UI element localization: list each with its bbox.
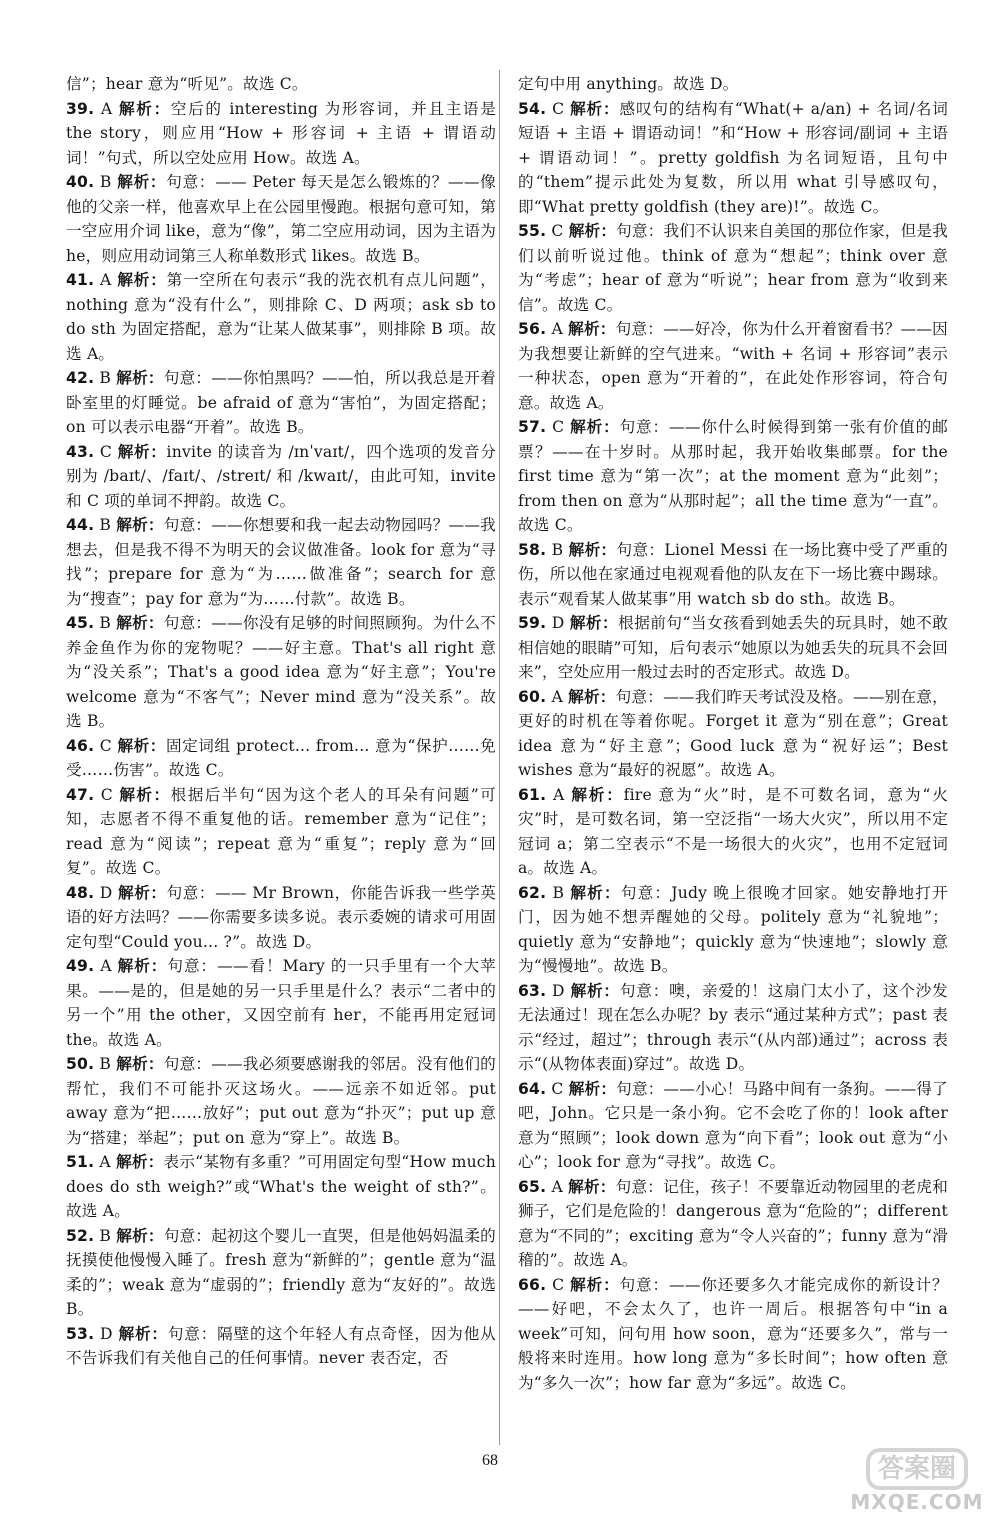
question-number: 53. xyxy=(66,1324,95,1343)
answer-entry xyxy=(518,685,948,783)
analysis-label: 解析： xyxy=(571,785,624,804)
analysis-label: 解析： xyxy=(116,1055,164,1073)
question-number: 47. xyxy=(66,785,95,804)
answer-entry xyxy=(66,954,496,1052)
analysis-label: 解析： xyxy=(118,883,167,902)
answer-letter: D xyxy=(99,883,113,902)
analysis-label: 解析： xyxy=(570,883,621,902)
analysis-label: 解析： xyxy=(119,99,171,118)
question-number: 39. xyxy=(66,99,95,118)
question-number: 51. xyxy=(66,1153,95,1171)
analysis-label: 解析： xyxy=(117,173,167,191)
answer-entry xyxy=(518,1077,948,1175)
answer-letter: A xyxy=(100,271,112,289)
answer-letter: C xyxy=(551,222,564,240)
answer-letter: A xyxy=(551,320,563,338)
question-number: 64. xyxy=(518,1079,547,1098)
explanation-text: 句意：Judy 晚上很晚才回家。她安静地打开门，因为她不想弄醒她的父母。politely 意为“礼貌地”；quietly 意为“安静地”；quickly 意为“快速地”；slowly 意为“慢慢地”。故选 B。 xyxy=(518,883,948,975)
question-number: 66. xyxy=(518,1275,547,1294)
question-number: 60. xyxy=(518,687,547,706)
analysis-label: 解析： xyxy=(117,442,167,461)
column-divider xyxy=(499,70,500,1445)
watermark-url: MXQE.COM xyxy=(850,1490,984,1514)
explanation-text: 句意：——我必须要感谢我的邻居。没有他们的帮忙，我们不可能扑灭这场火。——远亲不如近邻。put away 意为“把……放好”；put out 意为“扑灭”；put up 意为“搭建；举起”；put on 意为“穿上”。故选 B。 xyxy=(66,1055,496,1147)
question-number: 62. xyxy=(518,883,547,902)
question-number: 42. xyxy=(66,369,95,387)
analysis-label: 解析： xyxy=(116,614,164,632)
analysis-label: 解析： xyxy=(116,516,164,534)
answer-letter: B xyxy=(99,614,112,632)
explanation-text: 固定词组 protect... from... 意为“保护……免受……伤害”。故选 C。 xyxy=(66,736,496,779)
answer-letter: C xyxy=(99,442,113,461)
answer-entry xyxy=(66,440,496,514)
analysis-label: 解析： xyxy=(568,540,617,559)
answer-entry xyxy=(66,1224,496,1322)
answer-letter: C xyxy=(100,785,113,804)
answer-entry xyxy=(66,1052,496,1150)
explanation-text: 表示“某物有多重？”可用固定句型“How much does do sth weigh?”或“What's the weight of sth?”。故选 A。 xyxy=(66,1153,496,1220)
question-number: 43. xyxy=(66,442,95,461)
answer-entry xyxy=(518,979,948,1077)
answer-entry xyxy=(66,72,496,97)
question-number: 40. xyxy=(66,173,95,191)
analysis-label: 解析： xyxy=(117,271,167,289)
explanation-text: fire 意为“火”时，是不可数名词，意为“火灾”时，是可数名词，第一空泛指“一场大火灾”，所以用不定冠词 a；第二空表示“不是一场很大的火灾”，也用不定冠词 a。故选 A。 xyxy=(518,785,948,877)
question-number: 49. xyxy=(66,957,95,975)
answer-entry xyxy=(66,611,496,734)
explanation-text: 句意：记住，孩子！不要靠近动物园里的老虎和狮子，它们是危险的！dangerous 意为“危险的”；different 意为“不同的”；exciting 意为“令人兴奋的”；funny 意为“滑稽的”。故选 A。 xyxy=(518,1177,948,1269)
explanation-text: 句意：—— Mr Brown，你能告诉我一些学英语的好方法吗？——你需要多读多说。表示委婉的请求可用固定句型“Could you... ?”。故选 D。 xyxy=(66,883,496,951)
answer-letter: C xyxy=(99,736,112,755)
explanation-text: 根据后半句“因为这个老人的耳朵有问题”可知，志愿者不得不重复他的话。remember 意为“记住”；read 意为“阅读”；repeat 意为“重复”；reply 意为“回复”。故选 C。 xyxy=(66,785,496,877)
explanation-text: 句意：隔壁的这个年轻人有点奇怪，因为他从不告诉我们有关他自己的任何事情。never 表否定，否 xyxy=(66,1324,496,1367)
analysis-label: 解析： xyxy=(568,1079,617,1098)
answer-entry xyxy=(66,783,496,881)
explanation-text: 句意：——看！Mary 的一只手里有一个大苹果。——是的，但是她的另一只手里是什么？表示“二者中的另一个”用 the other，又因空前有 her，不能再用定冠词 the。故选 A。 xyxy=(66,957,496,1049)
answer-entry xyxy=(66,1150,496,1224)
explanation-text: 感叹句的结构有“What(+ a/an) + 名词/名词短语 + 主语 + 谓语动词！”和“How + 形容词/副词 + 主语 + 谓语动词！”。pretty goldfish 为名词短语，且句中的“them”提示此处为复数，所以用 what 引导感叹句，即“What pretty goldfish (they are)!”。故选 C。 xyxy=(518,99,948,216)
question-number: 52. xyxy=(66,1226,95,1245)
answer-letter: B xyxy=(99,369,112,387)
answer-entry xyxy=(518,219,948,317)
answer-entry xyxy=(66,97,496,171)
question-number: 56. xyxy=(518,320,547,338)
analysis-label: 解析： xyxy=(569,614,619,632)
answer-entry xyxy=(518,317,948,415)
answer-letter: C xyxy=(552,418,565,436)
explanation-text: 句意：——好冷，你为什么开着窗看书？——因为我想要让新鲜的空气进来。“with + 名词 + 形容词”表示一种状态，open 意为“开着的”，在此处作形容词，符合句意。故选 A。 xyxy=(518,320,948,412)
analysis-label: 解析： xyxy=(570,981,620,1000)
question-number: 65. xyxy=(518,1177,547,1196)
answer-letter: A xyxy=(551,687,563,706)
answer-entry xyxy=(518,611,948,685)
answer-entry xyxy=(66,170,496,268)
explanation-text: 空后的 interesting 为形容词，并且主语是 the story，则应用“How + 形容词 + 主语 + 谓语动词！”句式，所以空处应用 How。故选 A。 xyxy=(66,99,496,167)
answer-letter: D xyxy=(100,1324,113,1343)
analysis-label: 解析： xyxy=(119,785,171,804)
left-column xyxy=(66,72,496,1371)
answer-letter: A xyxy=(553,785,565,804)
question-number: 44. xyxy=(66,516,95,534)
answer-entry xyxy=(66,513,496,611)
answer-entry xyxy=(66,881,496,955)
answer-entry xyxy=(518,72,948,97)
answer-letter: C xyxy=(551,1079,564,1098)
answer-entry xyxy=(518,415,948,538)
answer-entry xyxy=(518,783,948,881)
question-number: 61. xyxy=(518,785,547,804)
question-number: 55. xyxy=(518,222,547,240)
answer-letter: D xyxy=(551,614,565,632)
explanation-text: 句意：——你没有足够的时间照顾狗。为什么不养金鱼作为你的宠物呢？——好主意。That's all right 意为“没关系”；That's a good idea 意为“好主意”；You're welcome 意为“不客气”；Never mind 意为“没关系”。故选 B。 xyxy=(66,614,496,730)
answer-letter: C xyxy=(552,1275,565,1294)
question-number: 41. xyxy=(66,271,95,289)
analysis-label: 解析： xyxy=(116,1153,164,1171)
analysis-label: 解析： xyxy=(116,1226,164,1245)
analysis-label: 解析： xyxy=(118,1324,168,1343)
explanation-text: 句意：——你什么时候得到第一张有价值的邮票？——在十岁时。从那时起，我开始收集邮票。for the first time 意为“第一次”；at the moment 意为“此刻”；from then on 意为“从那时起”；all the time 意为“一直”。故选 C。 xyxy=(518,418,948,534)
explanation-text: 第一空所在句表示“我的洗衣机有点儿问题”，nothing 意为“没有什么”，则排除 C、D 两项；ask sb to do sth 为固定搭配，意为“让某人做某事”，则排除 B 项。故选 A。 xyxy=(66,271,496,363)
watermark-logo xyxy=(842,1448,992,1514)
analysis-label: 解析： xyxy=(570,99,620,118)
answer-letter: C xyxy=(552,99,565,118)
question-number: 63. xyxy=(518,981,547,1000)
answer-letter: A xyxy=(99,1153,111,1171)
answer-letter: D xyxy=(552,981,565,1000)
answer-letter: A xyxy=(100,957,112,975)
answer-entry xyxy=(518,881,948,979)
question-number: 50. xyxy=(66,1055,95,1073)
answer-entry xyxy=(66,1322,496,1371)
right-column xyxy=(518,72,948,1395)
analysis-label: 解析： xyxy=(568,687,616,706)
answer-entry xyxy=(66,734,496,783)
page-number: 68 xyxy=(482,1452,498,1469)
answer-letter: A xyxy=(100,99,113,118)
question-number: 45. xyxy=(66,614,95,632)
analysis-label: 解析： xyxy=(117,957,168,975)
answer-entry xyxy=(518,1273,948,1396)
explanation-text: 句意：——我们昨天考试没及格。——别在意，更好的时机在等着你呢。Forget it 意为“别在意”；Great idea 意为“好主意”；Good luck 意为“祝好运”；Best wishes 意为“最好的祝愿”。故选 A。 xyxy=(518,687,948,779)
explanation-text: 句意：我们不认识来自美国的那位作家，但是我们以前听说过他。think of 意为“想起”；think over 意为“考虑”；hear of 意为“听说”；hear from 意为“收到来信”。故选 C。 xyxy=(518,222,948,314)
analysis-label: 解析： xyxy=(117,736,166,755)
answer-letter: B xyxy=(99,173,112,191)
answer-entry xyxy=(518,1175,948,1273)
answer-entry xyxy=(518,97,948,220)
answer-letter: B xyxy=(99,1226,112,1245)
explanation-text: 定句中用 anything。故选 D。 xyxy=(518,75,739,93)
question-number: 46. xyxy=(66,736,95,755)
explanation-text: invite 的读音为 /ɪnˈvaɪt/，四个选项的发音分别为 /baɪt/、/faɪt/、/streɪt/ 和 /kwaɪt/，由此可知，invite 和 C 项的单词不押韵。故选 C。 xyxy=(66,442,496,510)
analysis-label: 解析： xyxy=(568,222,617,240)
answer-entry xyxy=(66,366,496,440)
analysis-label: 解析： xyxy=(570,1275,620,1294)
answer-letter: B xyxy=(552,883,565,902)
answer-letter: B xyxy=(551,540,564,559)
explanation-text: 句意：—— Peter 每天是怎么锻炼的？——像他的父亲一样，他喜欢早上在公园里慢跑。根据句意可知，第一空应用介词 like，意为“像”，第二空应用动词，因为主语为 he，则应用动词第三人称单数形式 likes。故选 B。 xyxy=(66,173,497,265)
explanation-text: 句意：——你怕黑吗？——怕，所以我总是开着卧室里的灯睡觉。be afraid of 意为“害怕”，为固定搭配；on 可以表示电器“开着”。故选 B。 xyxy=(66,369,496,436)
answer-letter: B xyxy=(99,1055,112,1073)
answer-letter: B xyxy=(99,516,112,534)
question-number: 59. xyxy=(518,614,547,632)
answer-entry xyxy=(66,268,496,366)
analysis-label: 解析： xyxy=(568,1177,616,1196)
explanation-text: 句意：起初这个婴儿一直哭，但是他妈妈温柔的抚摸使他慢慢入睡了。fresh 意为“新鲜的”；gentle 意为“温柔的”；weak 意为“虚弱的”；friendly 意为“友好的”。故选 B。 xyxy=(66,1226,496,1318)
answer-entry xyxy=(518,538,948,612)
answer-letter: A xyxy=(551,1177,563,1196)
analysis-label: 解析： xyxy=(568,320,616,338)
explanation-text: 句意：——你想要和我一起去动物园吗？——我想去，但是我不得不为明天的会议做准备。look for 意为“寻找”；prepare for 意为“为……做准备”；search for 意为“搜查”；pay for 意为“为……付款”。故选 B。 xyxy=(66,516,496,608)
question-number: 48. xyxy=(66,883,95,902)
watermark-seal: 答案圈 xyxy=(866,1448,968,1490)
analysis-label: 解析： xyxy=(116,369,164,387)
question-number: 57. xyxy=(518,418,547,436)
explanation-text: 句意：——小心！马路中间有一条狗。——得了吧，John。它只是一条小狗。它不会吃了你的！look after 意为“照顾”；look down 意为“向下看”；look out 意为“小心”；look for 意为“寻找”。故选 C。 xyxy=(518,1079,948,1171)
explanation-text: 句意：——你还要多久才能完成你的新设计？——好吧，不会太久了，也许一周后。根据答句中“in a week”可知，问句用 how soon，意为“还要多久”，常与一般将来时连用。how long 意为“多长时间”；how often 意为“多久一次”；how far 意为“多远”。故选 C。 xyxy=(518,1275,948,1392)
explanation-text: 句意：Lionel Messi 在一场比赛中受了严重的伤，所以他在家通过电视观看他的队友在下一场比赛中踢球。表示“观看某人做某事”用 watch sb do sth。故选 B。 xyxy=(518,540,948,608)
analysis-label: 解析： xyxy=(570,418,620,436)
question-number: 58. xyxy=(518,540,547,559)
explanation-text: 根据前句“当女孩看到她丢失的玩具时，她不敢相信她的眼睛”可知，后句表示“她原以为她丢失的玩具不会回来”，空处应用一般过去时的否定形式。故选 D。 xyxy=(518,614,948,681)
explanation-text: 句意：噢，亲爱的！这扇门太小了，这个沙发无法通过！现在怎么办呢？by 表示“通过某种方式”；past 表示“经过，超过”；through 表示“(从内部)通过”；across 表示“(从物体表面)穿过”。故选 D。 xyxy=(518,981,948,1073)
question-number: 54. xyxy=(518,99,547,118)
explanation-text: 信”；hear 意为“听见”。故选 C。 xyxy=(66,75,308,93)
